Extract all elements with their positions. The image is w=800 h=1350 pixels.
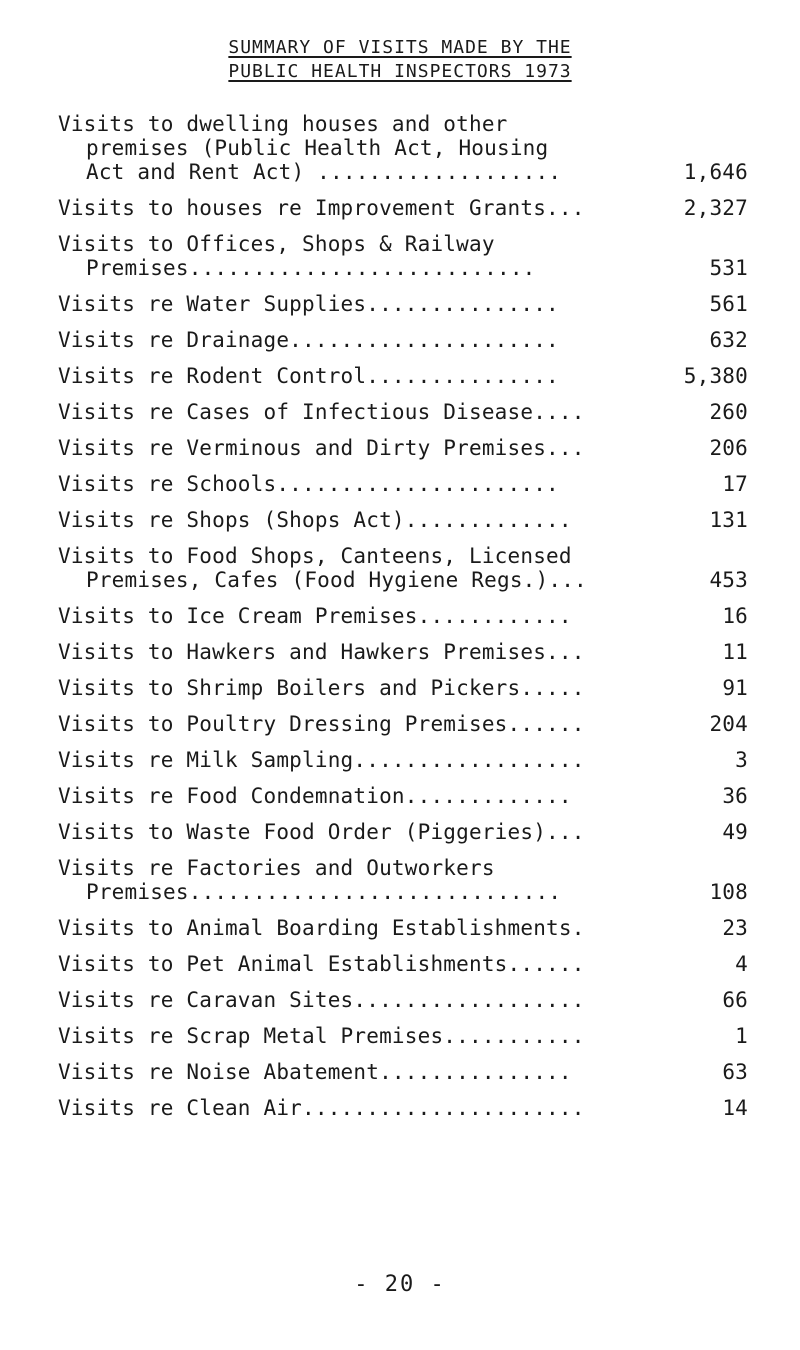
row-value: 17 xyxy=(722,472,748,496)
row-label: Visits to Poultry Dressing Premises...... xyxy=(58,712,585,736)
row-label: Visits re Schools...................... xyxy=(58,472,559,496)
row-label: Visits to Waste Food Order (Piggeries)... xyxy=(58,820,585,844)
table-row xyxy=(58,112,748,184)
row-value: 204 xyxy=(709,712,748,736)
row-label: Visits re Cases of Infectious Disease.... xyxy=(58,400,585,424)
row-label: Visits re Factories and Outworkers Premises............................. xyxy=(58,856,562,904)
table-row xyxy=(58,472,748,496)
row-value: 14 xyxy=(722,1096,748,1120)
row-value: 1,646 xyxy=(683,160,748,184)
row-label: Visits to dwelling houses and other premises (Public Health Act, Housing Act and Rent Act) ................... xyxy=(58,112,562,184)
table-row xyxy=(58,640,748,664)
row-label: Visits to Shrimp Boilers and Pickers..... xyxy=(58,676,585,700)
table-row xyxy=(58,712,748,736)
row-value: 1 xyxy=(735,1024,748,1048)
row-label: Visits re Verminous and Dirty Premises... xyxy=(58,436,585,460)
table-row xyxy=(58,232,748,280)
row-value: 131 xyxy=(709,508,748,532)
table-row xyxy=(58,364,748,388)
table-row xyxy=(58,604,748,628)
table-row xyxy=(58,988,748,1012)
table-row xyxy=(58,748,748,772)
table-row xyxy=(58,436,748,460)
row-label: Visits re Caravan Sites.................. xyxy=(58,988,585,1012)
row-label: Visits to houses re Improvement Grants... xyxy=(58,196,585,220)
table-row xyxy=(58,1024,748,1048)
table-row xyxy=(58,676,748,700)
table-row xyxy=(58,328,748,352)
row-value: 11 xyxy=(722,640,748,664)
table-row xyxy=(58,1060,748,1084)
table-row xyxy=(58,196,748,220)
table-row xyxy=(58,784,748,808)
row-value: 5,380 xyxy=(683,364,748,388)
row-label: Visits re Rodent Control............... xyxy=(58,364,559,388)
table-row xyxy=(58,1096,748,1120)
row-label: Visits to Pet Animal Establishments...... xyxy=(58,952,585,976)
row-label: Visits to Food Shops, Canteens, Licensed Premises, Cafes (Food Hygiene Regs.)... xyxy=(58,544,587,592)
row-label: Visits re Shops (Shops Act)............. xyxy=(58,508,572,532)
row-value: 108 xyxy=(709,880,748,904)
row-label: Visits re Milk Sampling.................. xyxy=(58,748,585,772)
title-line-2: PUBLIC HEALTH INSPECTORS 1973 xyxy=(228,61,572,82)
table-row xyxy=(58,400,748,424)
row-value: 632 xyxy=(709,328,748,352)
row-value: 206 xyxy=(709,436,748,460)
row-label: Visits re Food Condemnation............. xyxy=(58,784,572,808)
visits-table xyxy=(58,112,748,1132)
row-label: Visits to Offices, Shops & Railway Premises........................... xyxy=(58,232,536,280)
row-value: 453 xyxy=(709,568,748,592)
table-row xyxy=(58,820,748,844)
row-label: Visits to Ice Cream Premises............ xyxy=(58,604,572,628)
table-row xyxy=(58,952,748,976)
title-line-1: SUMMARY OF VISITS MADE BY THE xyxy=(228,37,572,58)
row-value: 63 xyxy=(722,1060,748,1084)
row-value: 49 xyxy=(722,820,748,844)
row-value: 2,327 xyxy=(683,196,748,220)
row-value: 91 xyxy=(722,676,748,700)
table-row xyxy=(58,292,748,316)
row-label: Visits re Clean Air...................... xyxy=(58,1096,585,1120)
row-value: 260 xyxy=(709,400,748,424)
table-row xyxy=(58,544,748,592)
row-value: 3 xyxy=(735,748,748,772)
table-row xyxy=(58,856,748,904)
table-row xyxy=(58,508,748,532)
table-row xyxy=(58,916,748,940)
row-label: Visits re Drainage..................... xyxy=(58,328,559,352)
row-value: 16 xyxy=(722,604,748,628)
row-value: 36 xyxy=(722,784,748,808)
row-value: 23 xyxy=(722,916,748,940)
row-label: Visits to Hawkers and Hawkers Premises... xyxy=(58,640,585,664)
row-label: Visits re Noise Abatement............... xyxy=(58,1060,572,1084)
row-value: 4 xyxy=(735,952,748,976)
row-label: Visits re Water Supplies............... xyxy=(58,292,559,316)
row-value: 561 xyxy=(709,292,748,316)
row-label: Visits re Scrap Metal Premises........... xyxy=(58,1024,585,1048)
row-label: Visits to Animal Boarding Establishments. xyxy=(58,916,585,940)
page-header xyxy=(0,36,800,84)
row-value: 531 xyxy=(709,256,748,280)
page-number: - 20 - xyxy=(354,1272,446,1297)
row-value: 66 xyxy=(722,988,748,1012)
